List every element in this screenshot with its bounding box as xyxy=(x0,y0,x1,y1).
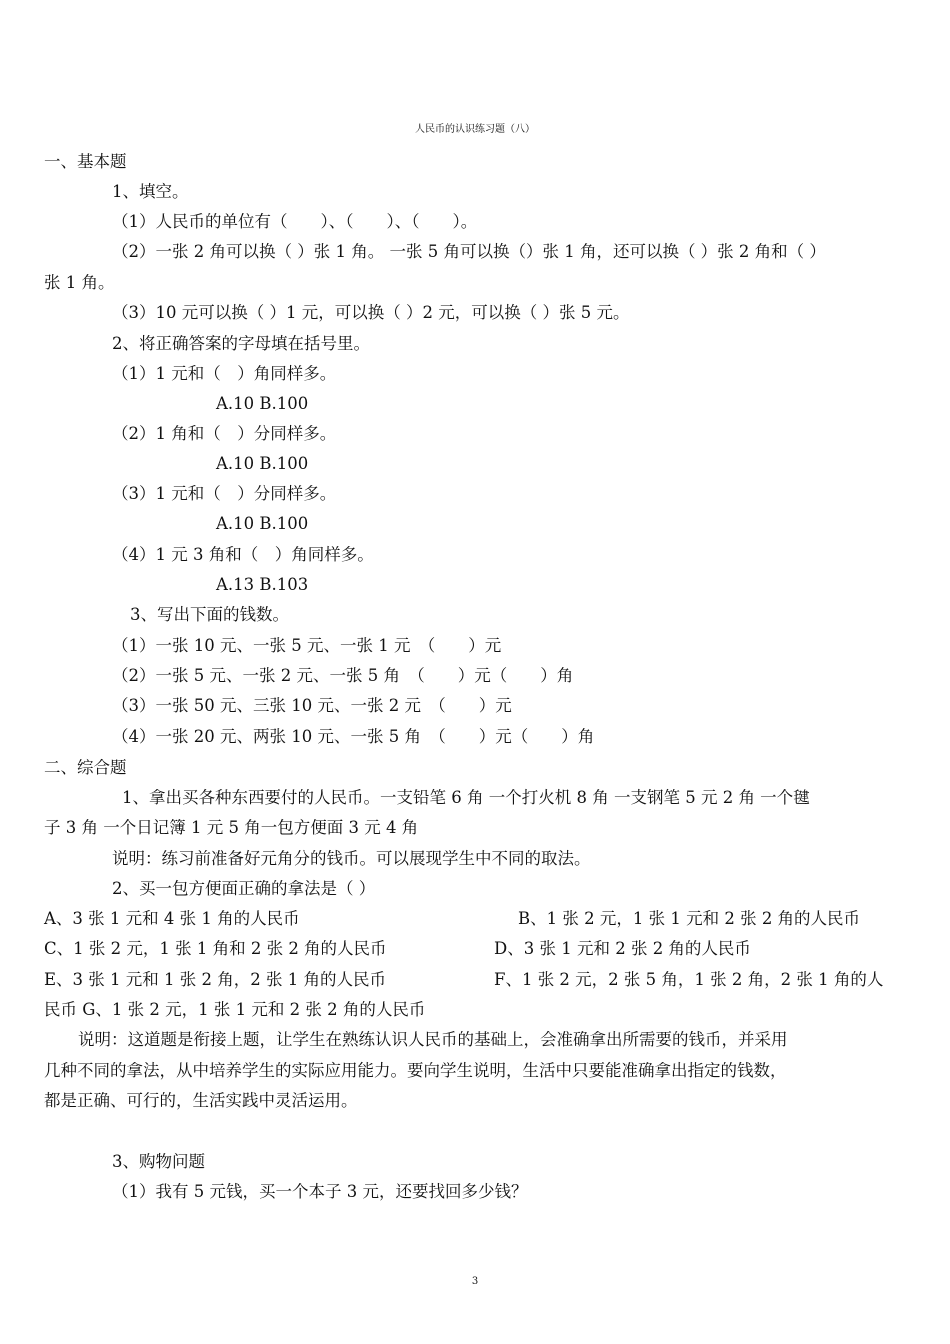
comp-question-1-cont: 子 3 角 一个日记簿 1 元 5 角一包方便面 3 元 4 角 xyxy=(44,818,419,837)
comp-question-2-note: 说明：这道题是衔接上题，让学生在熟练认识人民币的基础上，会准确拿出所需要的钱币，并采用 xyxy=(78,1030,788,1049)
question-3-heading: 3、写出下面的钱数。 xyxy=(130,605,289,624)
question-2-heading: 2、将正确答案的字母填在括号里。 xyxy=(112,334,370,353)
question-3-item-1: （1）一张 10 元、一张 5 元、一张 1 元 （ ）元 xyxy=(112,636,502,655)
question-3-item-4: （4）一张 20 元、两张 10 元、一张 5 角 （ ）元（ ）角 xyxy=(112,727,595,746)
question-2-item-4-options: A.13 B.103 xyxy=(216,575,309,594)
option-a: A、3 张 1 元和 4 张 1 角的人民币 xyxy=(44,909,300,928)
question-2-item-4: （4）1 元 3 角和（ ）角同样多。 xyxy=(112,545,374,564)
comp-question-1-note: 说明：练习前准备好元角分的钱币。可以展现学生中不同的取法。 xyxy=(112,849,591,868)
question-2-item-3-options: A.10 B.100 xyxy=(216,514,309,533)
question-2-item-3: （3）1 元和（ ）分同样多。 xyxy=(112,484,337,503)
comp-question-2-note-cont-1: 几种不同的拿法，从中培养学生的实际应用能力。要向学生说明，生活中只要能准确拿出指定的钱数， xyxy=(44,1061,787,1080)
section-heading-comprehensive: 二、综合题 xyxy=(44,758,127,777)
comp-question-3: 3、购物问题 xyxy=(112,1152,205,1171)
comp-question-2: 2、买一包方便面正确的拿法是（ ） xyxy=(112,879,376,898)
option-c: C、1 张 2 元，1 张 1 角和 2 张 2 角的人民币 xyxy=(44,939,387,958)
page-number: 3 xyxy=(471,1276,479,1287)
option-d: D、3 张 1 元和 2 张 2 角的人民币 xyxy=(494,939,751,958)
option-f: F、1 张 2 元，2 张 5 角，1 张 2 角，2 张 1 角的人 xyxy=(494,970,884,989)
section-heading-basic: 一、基本题 xyxy=(44,152,127,171)
question-2-item-2-options: A.10 B.100 xyxy=(216,454,309,473)
question-1-item-1: （1）人民币的单位有（ ）、（ ）、（ ）。 xyxy=(112,212,478,231)
question-3-item-2: （2）一张 5 元、一张 2 元、一张 5 角 （ ）元（ ）角 xyxy=(112,666,574,685)
question-1-item-3: （3）10 元可以换（ ）1 元，可以换（ ）2 元，可以换（ ）张 5 元。 xyxy=(112,303,630,322)
option-f-cont-and-g: 民币 G、1 张 2 元，1 张 1 元和 2 张 2 角的人民币 xyxy=(44,1000,426,1019)
question-2-item-1-options: A.10 B.100 xyxy=(216,394,309,413)
comp-question-2-note-cont-2: 都是正确、可行的，生活实践中灵活运用。 xyxy=(44,1091,358,1110)
question-1-heading: 1、填空。 xyxy=(112,182,189,201)
question-3-item-3: （3）一张 50 元、三张 10 元、一张 2 元 （ ）元 xyxy=(112,696,512,715)
question-1-item-2-cont: 张 1 角。 xyxy=(44,273,115,292)
option-e: E、3 张 1 元和 1 张 2 角，2 张 1 角的人民币 xyxy=(44,970,386,989)
option-b: B、1 张 2 元，1 张 1 元和 2 张 2 角的人民币 xyxy=(518,909,861,928)
question-1-item-2: （2）一张 2 角可以换（ ）张 1 角。 一张 5 角可以换（）张 1 角，还可以换（ ）张 2 角和（ ） xyxy=(112,242,826,261)
question-2-item-2: （2）1 角和（ ）分同样多。 xyxy=(112,424,337,443)
comp-question-3-item-1: （1）我有 5 元钱，买一个本子 3 元，还要找回多少钱？ xyxy=(112,1182,528,1201)
document-title: 人民币的认识练习题（八） xyxy=(415,124,535,135)
question-2-item-1: （1）1 元和（ ）角同样多。 xyxy=(112,364,337,383)
comp-question-1: 1、拿出买各种东西要付的人民币。一支铅笔 6 角 一个打火机 8 角 一支钢笔 5 元 2 角 一个毽 xyxy=(122,788,810,807)
